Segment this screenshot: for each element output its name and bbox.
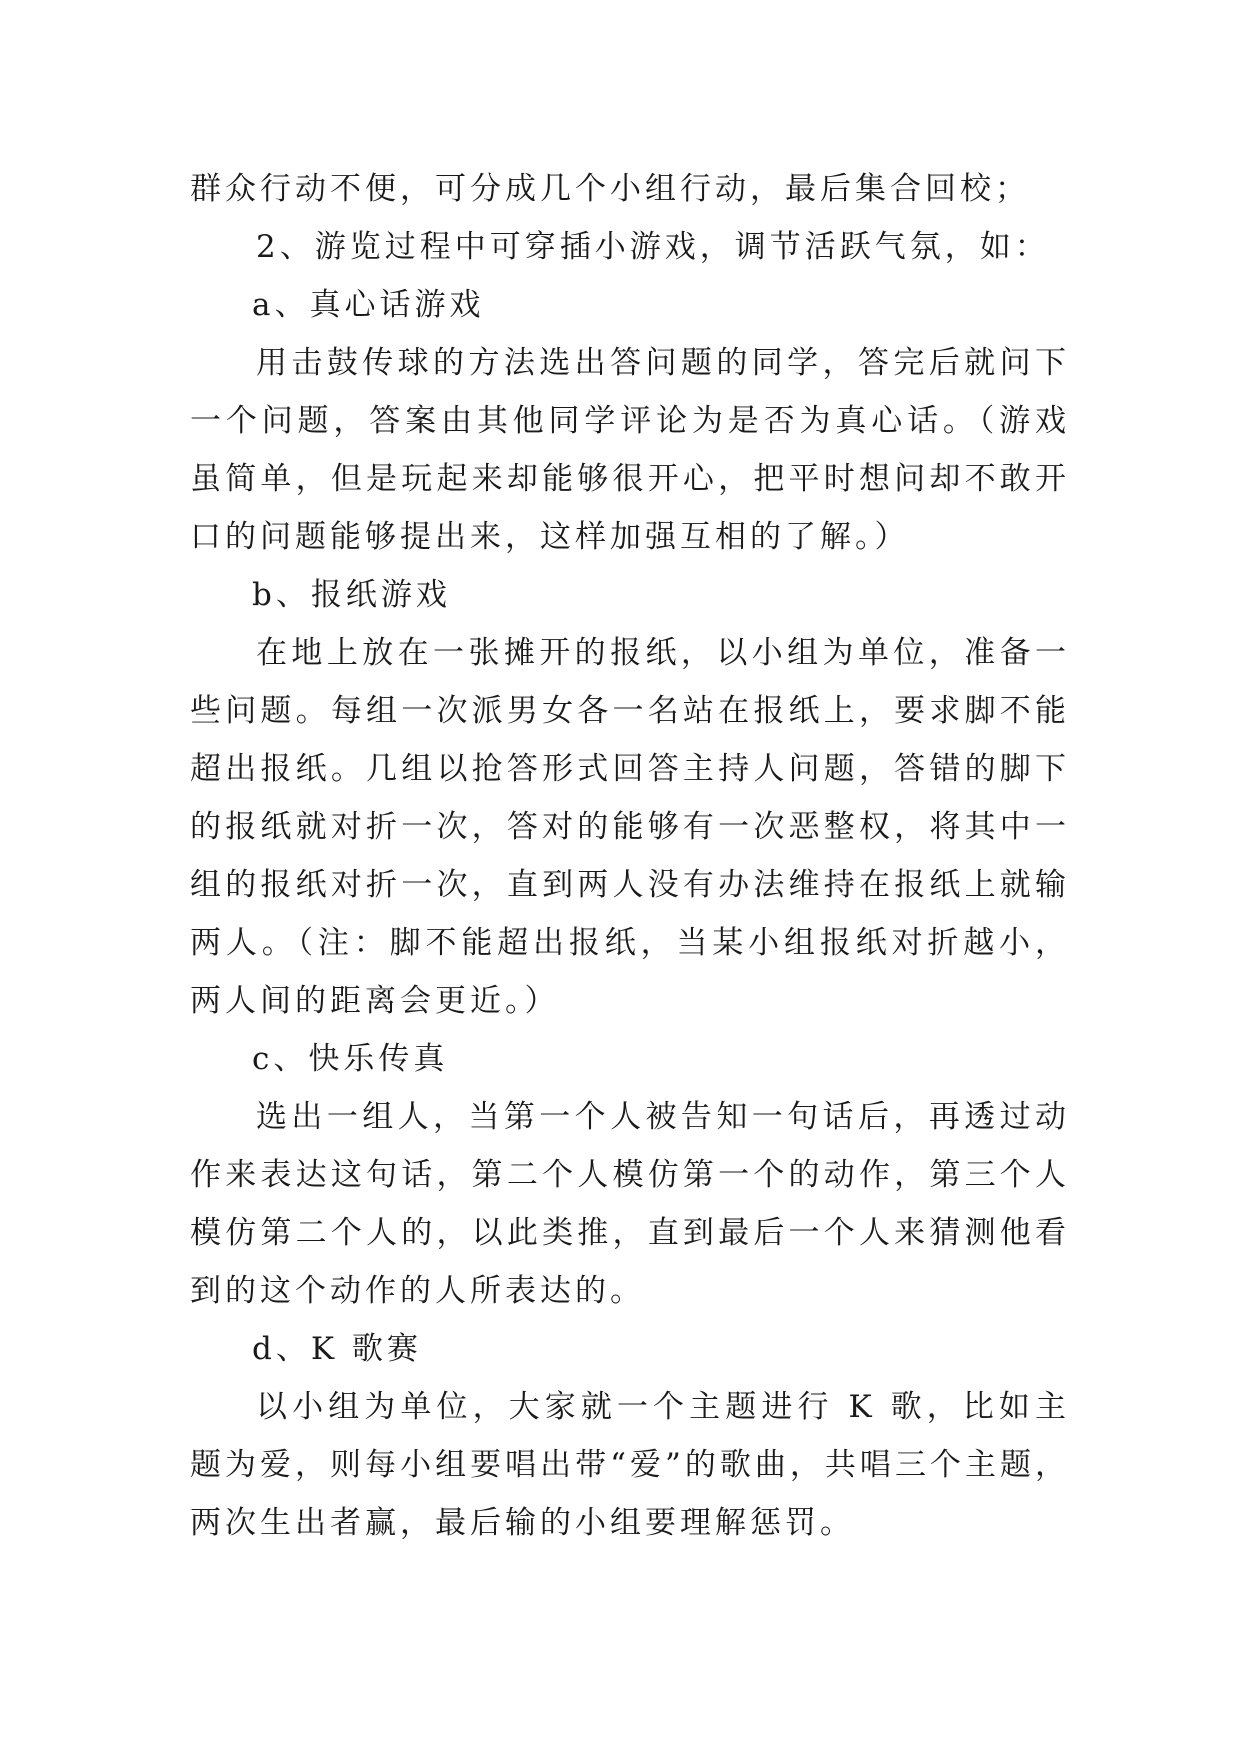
document-body [190,160,1070,1552]
paragraph-item-2: 2、游览过程中可穿插小游戏，调节活跃气氛，如： [256,229,1050,265]
paragraph-game-c: 选出一组人，当第一个人被告知一句话后，再透过动作来表达这句话，第二个人模仿第一个的动作，第三个人模仿第二个人的，以此类推，直到最后一个人来猜测他看到的这个动作的人所表达的。 [190,1099,1070,1309]
paragraph-game-b: 在地上放在一张摊开的报纸，以小组为单位，准备一些问题。每组一次派男女各一名站在报纸上，要求脚不能超出报纸。几组以抢答形式回答主持人问题，答错的脚下的报纸就对折一次，答对的能够有一次恶整权，将其中一组的报纸对折一次，直到两人没有办法维持在报纸上就输两人。（注：脚不能超出报纸，当某小组报纸对折越小，两人间的距离会更近。） [190,635,1070,1019]
paragraph-continuation: 群众行动不便，可分成几个小组行动，最后集合回校； [190,171,1030,207]
paragraph-game-a: 用击鼓传球的方法选出答问题的同学，答完后就问下一个问题，答案由其他同学评论为是否为真心话。（游戏虽简单，但是玩起来却能够很开心，把平时想问却不敢开口的问题能够提出来，这样加强互相的了解。） [190,345,1070,555]
heading-game-b: b、报纸游戏 [252,577,451,613]
heading-game-c: c、快乐传真 [252,1041,449,1077]
paragraph-game-d: 以小组为单位，大家就一个主题进行 K 歌，比如主题为爱，则每小组要唱出带“爱”的歌曲，共唱三个主题，两次生出者赢，最后输的小组要理解惩罚。 [190,1389,1070,1541]
heading-game-a: a、真心话游戏 [252,287,485,323]
heading-game-d: d、K 歌赛 [252,1331,422,1367]
